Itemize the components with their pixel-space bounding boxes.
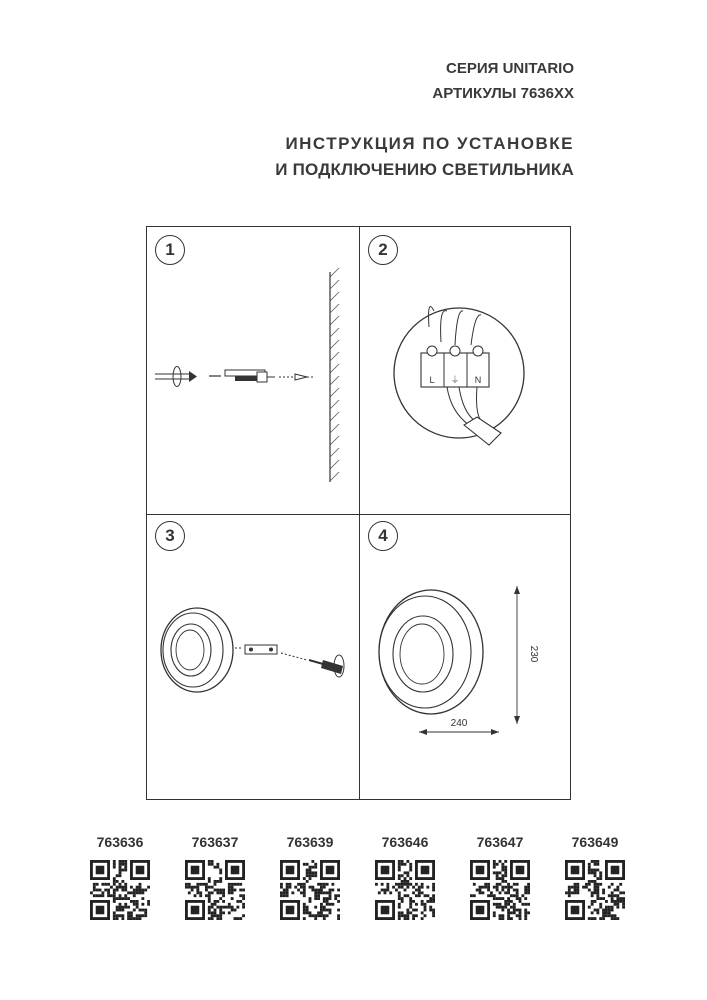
qr-code-763649[interactable] [565,860,625,920]
qr-code-763646[interactable] [375,860,435,920]
terminal-label-ground: ⏚ [450,376,460,386]
instruction-title-line1: ИНСТРУКЦИЯ ПО УСТАНОВКЕ [285,134,574,153]
step-4-dimensions-illustration [359,514,572,801]
product-code-3: 763639 [286,834,334,850]
article-numbers: АРТИКУЛЫ 7636XX [432,85,574,102]
product-code-6: 763649 [571,834,619,850]
product-code-1: 763636 [96,834,144,850]
step-1-wall-mount-illustration [147,227,359,514]
instruction-grid [146,226,571,800]
dimension-height: 230 [528,645,539,663]
qr-code-763647[interactable] [470,860,530,920]
series-title: СЕРИЯ UNITARIO [446,60,574,77]
instruction-title-line2: И ПОДКЛЮЧЕНИЮ СВЕТИЛЬНИКА [275,160,574,179]
step-3-badge: 3 [155,521,185,551]
terminal-label-l: L [429,375,435,385]
product-code-2: 763637 [191,834,239,850]
step-3-fixture-mount-illustration [147,514,359,801]
step-2-wiring-illustration [359,227,572,514]
qr-code-763639[interactable] [280,860,340,920]
step-4-badge: 4 [368,521,398,551]
dimension-width: 240 [450,718,468,729]
qr-code-763637[interactable] [185,860,245,920]
terminal-label-n: N [474,375,482,385]
step-1-badge: 1 [155,235,185,265]
product-code-4: 763646 [381,834,429,850]
qr-code-763636[interactable] [90,860,150,920]
step-2-badge: 2 [368,235,398,265]
product-code-5: 763647 [476,834,524,850]
